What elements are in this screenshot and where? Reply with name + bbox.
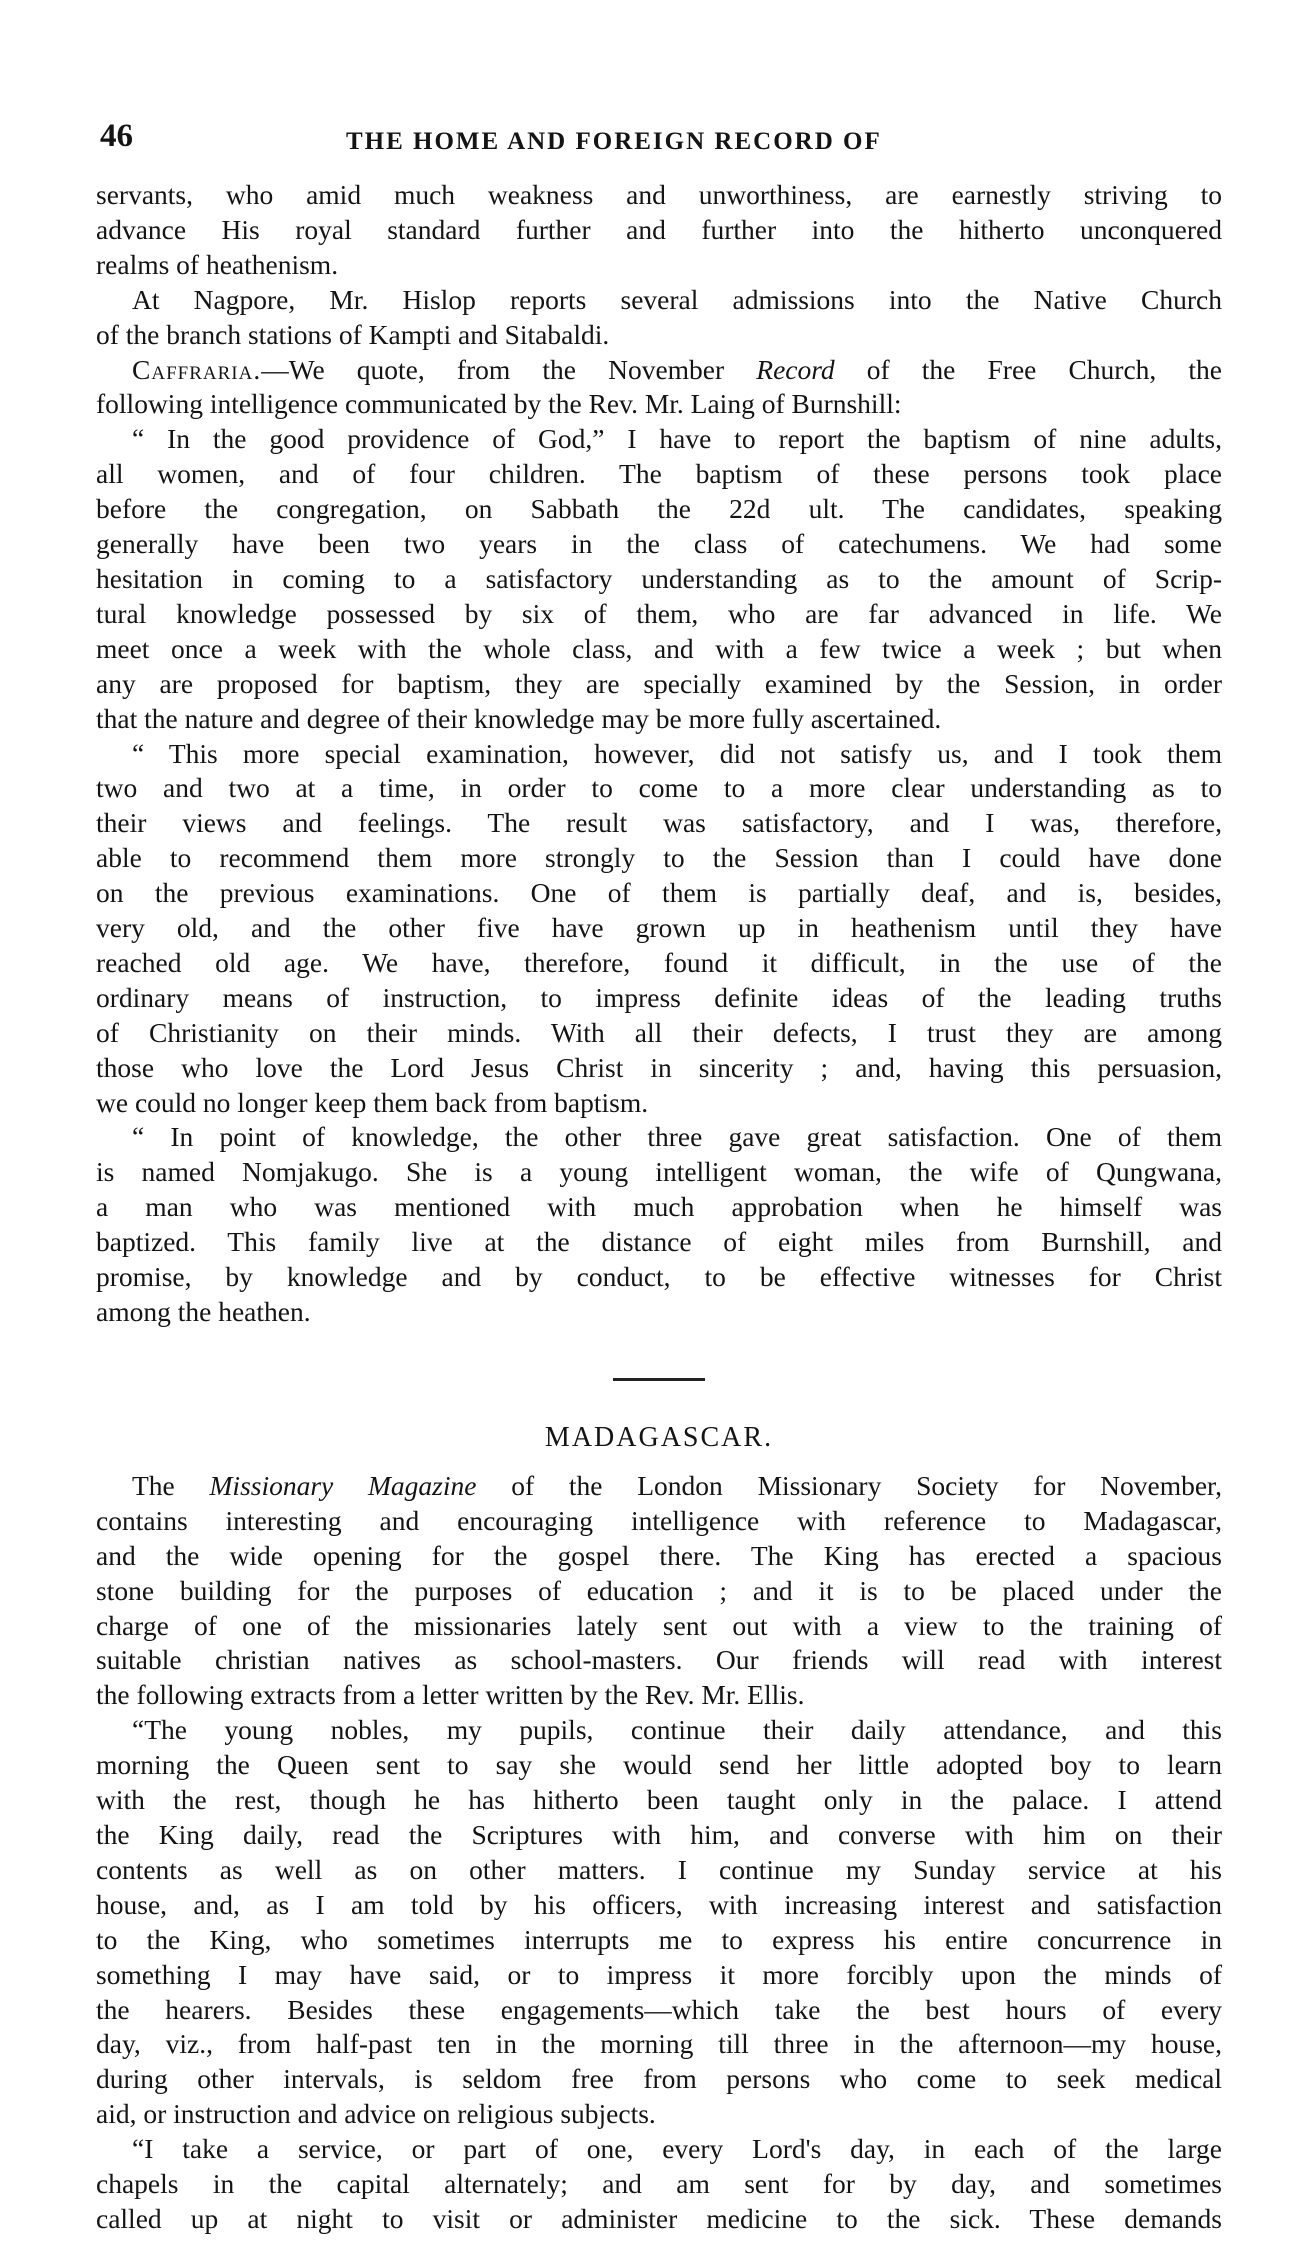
running-head: THE HOME AND FOREIGN RECORD OF: [346, 128, 882, 155]
paragraph-quote-knowledge: [96, 1120, 1222, 1329]
text-line: hesitation in coming to a satisfactory understanding as to the amount of Scrip-: [96, 562, 1222, 594]
text-line: their views and feelings. The result was satisfactory, and I was, therefore,: [96, 807, 1222, 839]
text-line: the following extracts from a letter written by the Rev. Mr. Ellis.: [96, 1679, 805, 1711]
text-run: of the Free Church, the: [834, 353, 1222, 385]
text-line: we could no longer keep them back from baptism.: [96, 1086, 649, 1118]
paragraph-caffraria: [96, 353, 1222, 423]
text-line: chapels in the capital alternately; and am sent for by day, and sometimes: [96, 2168, 1222, 2200]
text-line: and the wide opening for the gospel there. The King has erected a spacious: [96, 1539, 1222, 1571]
text-run: —We quote, from the November: [261, 353, 757, 385]
text-line: those who love the Lord Jesus Christ in sincerity ; and, having this persuasion,: [96, 1051, 1222, 1083]
text-line: the King daily, read the Scriptures with him, and converse with him on their: [96, 1818, 1222, 1850]
page: [96, 118, 1222, 2237]
text-line: very old, and the other five have grown up in heathenism until they have: [96, 912, 1222, 944]
text-line: among the heathen.: [96, 1296, 311, 1327]
text-line: suitable christian natives as school-masters. Our friends will read with interest: [96, 1644, 1222, 1676]
publication-title: Record: [756, 353, 835, 385]
paragraph-quote-nobles: [96, 1713, 1222, 2132]
publication-title: Missionary Magazine: [209, 1469, 477, 1501]
page-number: 46: [100, 118, 133, 154]
text-line: “I take a service, or part of one, every Lord's day, in each of the large: [132, 2133, 1222, 2165]
text-line: able to recommend them more strongly to the Session than I could have done: [96, 842, 1222, 874]
text-line: ordinary means of instruction, to impress definite ideas of the leading truths: [96, 981, 1222, 1013]
text-line: of the branch stations of Kampti and Sitabaldi.: [96, 318, 610, 350]
text-line: called up at night to visit or administer medicine to the sick. These demands: [96, 2202, 1222, 2234]
text-line: house, and, as I am told by his officers, with increasing interest and satisfaction: [96, 1888, 1222, 1920]
section-divider: [613, 1378, 705, 1381]
text-line: the hearers. Besides these engagements—which take the best hours of every: [96, 1993, 1222, 2025]
text-line: [96, 1469, 1222, 1504]
text-run: of the London Missionary Society for November,: [476, 1469, 1222, 1501]
text-line: any are proposed for baptism, they are specially examined by the Session, in order: [96, 667, 1222, 699]
text-line: is named Nomjakugo. She is a young intelligent woman, the wife of Qungwana,: [96, 1156, 1222, 1188]
text-line: a man who was mentioned with much approbation when he himself was: [96, 1191, 1222, 1223]
text-line: At Nagpore, Mr. Hislop reports several admissions into the Native Church: [132, 283, 1222, 315]
text-line: realms of heathenism.: [96, 248, 339, 280]
paragraph-quote-baptism: [96, 422, 1222, 736]
text-line: charge of one of the missionaries lately sent out with a view to the training of: [96, 1609, 1222, 1641]
text-line: “ This more special examination, however, did not satisfy us, and I took them: [132, 737, 1222, 769]
text-line: on the previous examinations. One of them is partially deaf, and is, besides,: [96, 877, 1222, 909]
text-line: aid, or instruction and advice on religious subjects.: [96, 2098, 656, 2130]
text-line: tural knowledge possessed by six of them, who are far advanced in life. We: [96, 597, 1222, 629]
text-line: two and two at a time, in order to come to a more clear understanding as to: [96, 772, 1222, 804]
text-line: “ In the good providence of God,” I have to report the baptism of nine adults,: [132, 423, 1222, 455]
text-line: day, viz., from half-past ten in the morning till three in the afternoon—my house,: [96, 2028, 1222, 2060]
section-lead-caffraria: Caffraria.: [132, 353, 262, 385]
paragraph-quote-service: [96, 2132, 1222, 2237]
text-line: of Christianity on their minds. With all their defects, I trust they are among: [96, 1016, 1222, 1048]
text-line: advance His royal standard further and further into the hitherto unconquered: [96, 213, 1222, 245]
paragraph-servants: [96, 178, 1222, 283]
text-line: baptized. This family live at the distance of eight miles from Burnshill, and: [96, 1226, 1222, 1258]
text-line: generally have been two years in the class of catechumens. We had some: [96, 528, 1222, 560]
text-line: during other intervals, is seldom free from persons who come to seek medical: [96, 2063, 1222, 2095]
text-line: contains interesting and encouraging intelligence with reference to Madagascar,: [96, 1504, 1222, 1536]
section-heading-madagascar: MADAGASCAR.: [544, 1421, 774, 1453]
text-line: something I may have said, or to impress it more forcibly upon the minds of: [96, 1958, 1222, 1990]
text-line: “The young nobles, my pupils, continue their daily attendance, and this: [132, 1714, 1222, 1746]
text-line: promise, by knowledge and by conduct, to be effective witnesses for Christ: [96, 1261, 1222, 1293]
text-line: with the rest, though he has hitherto been taught only in the palace. I attend: [96, 1784, 1222, 1816]
text-line: reached old age. We have, therefore, found it difficult, in the use of the: [96, 946, 1222, 978]
text-line: [96, 353, 1222, 388]
paragraph-madagascar-intro: [96, 1469, 1222, 1713]
text-line: before the congregation, on Sabbath the 22d ult. The candidates, speaking: [96, 493, 1222, 525]
text-line: contents as well as on other matters. I continue my Sunday service at his: [96, 1853, 1222, 1885]
paragraph-nagpore: [96, 283, 1222, 353]
text-line: “ In point of knowledge, the other three gave great satisfaction. One of them: [132, 1121, 1222, 1153]
text-line: morning the Queen sent to say she would send her little adopted boy to learn: [96, 1749, 1222, 1781]
text-line: all women, and of four children. The baptism of these persons took place: [96, 458, 1222, 490]
text-line: to the King, who sometimes interrupts me to express his entire concurrence in: [96, 1923, 1222, 1955]
text-run: The: [132, 1469, 210, 1501]
text-line: following intelligence communicated by the Rev. Mr. Laing of Burnshill:: [96, 388, 902, 420]
paragraph-quote-examination: [96, 737, 1222, 1121]
text-line: that the nature and degree of their knowledge may be more fully ascertained.: [96, 702, 942, 734]
page-header: [96, 118, 1222, 178]
text-line: meet once a week with the whole class, and with a few twice a week ; but when: [96, 632, 1222, 664]
text-line: stone building for the purposes of education ; and it is to be placed under the: [96, 1574, 1222, 1606]
text-line: servants, who amid much weakness and unworthiness, are earnestly striving to: [96, 179, 1222, 210]
